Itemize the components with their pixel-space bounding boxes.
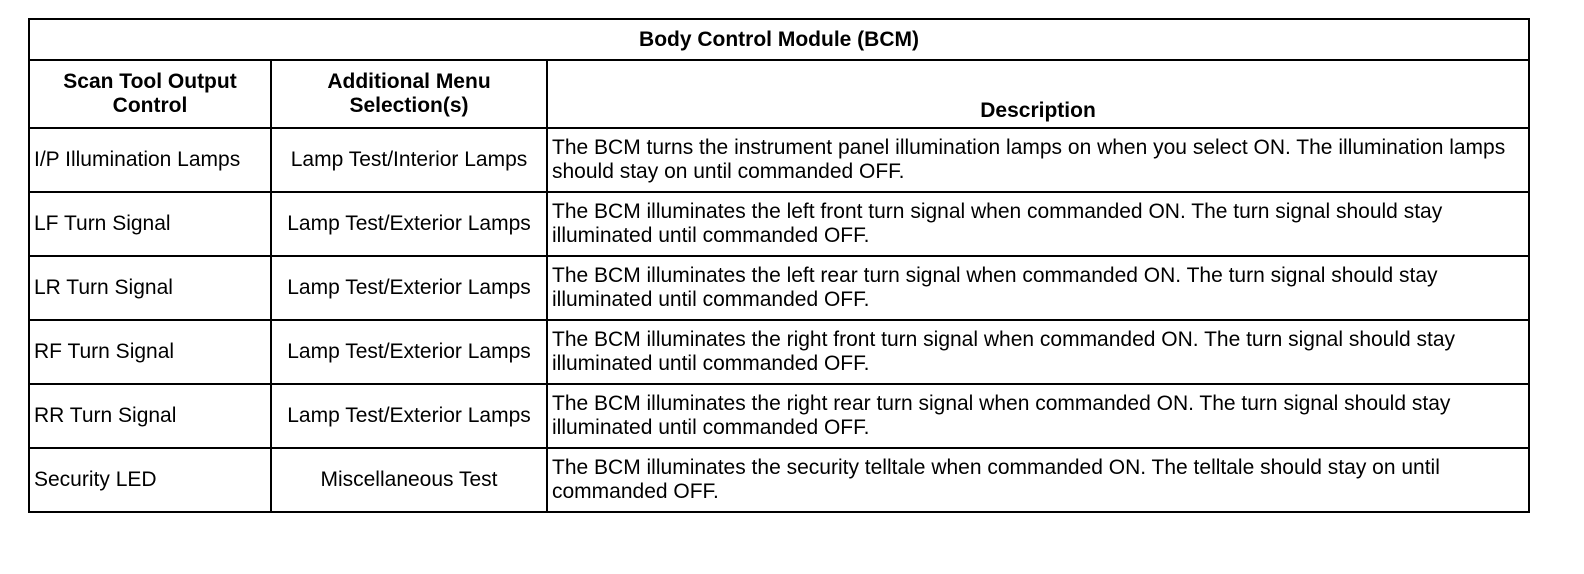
bcm-table-container [28, 18, 1530, 513]
cell-description: The BCM illuminates the left rear turn signal when commanded ON. The turn signal should stay illuminated until commanded OFF. [547, 256, 1529, 320]
cell-description: The BCM turns the instrument panel illumination lamps on when you select ON. The illumination lamps should stay on until commanded OFF. [547, 128, 1529, 192]
bcm-output-control-table [28, 18, 1530, 513]
header-output-control: Scan Tool Output Control [29, 60, 271, 128]
cell-menu-selection: Lamp Test/Exterior Lamps [271, 320, 547, 384]
cell-output-control: I/P Illumination Lamps [29, 128, 271, 192]
table-row [29, 320, 1529, 384]
table-row [29, 128, 1529, 192]
header-row [29, 60, 1529, 128]
cell-description: The BCM illuminates the right front turn signal when commanded ON. The turn signal should stay illuminated until commanded OFF. [547, 320, 1529, 384]
table-row [29, 448, 1529, 512]
cell-menu-selection: Miscellaneous Test [271, 448, 547, 512]
table-title: Body Control Module (BCM) [29, 19, 1529, 60]
cell-description: The BCM illuminates the security telltale when commanded ON. The telltale should stay on until commanded OFF. [547, 448, 1529, 512]
cell-output-control: Security LED [29, 448, 271, 512]
cell-menu-selection: Lamp Test/Exterior Lamps [271, 384, 547, 448]
cell-description: The BCM illuminates the left front turn signal when commanded ON. The turn signal should stay illuminated until commanded OFF. [547, 192, 1529, 256]
table-row [29, 384, 1529, 448]
cell-output-control: LF Turn Signal [29, 192, 271, 256]
cell-menu-selection: Lamp Test/Exterior Lamps [271, 192, 547, 256]
cell-output-control: LR Turn Signal [29, 256, 271, 320]
header-description: Description [547, 60, 1529, 128]
cell-output-control: RF Turn Signal [29, 320, 271, 384]
cell-menu-selection: Lamp Test/Interior Lamps [271, 128, 547, 192]
cell-description: The BCM illuminates the right rear turn signal when commanded ON. The turn signal should stay illuminated until commanded OFF. [547, 384, 1529, 448]
table-row [29, 192, 1529, 256]
cell-menu-selection: Lamp Test/Exterior Lamps [271, 256, 547, 320]
cell-output-control: RR Turn Signal [29, 384, 271, 448]
table-row [29, 256, 1529, 320]
header-menu-selection: Additional Menu Selection(s) [271, 60, 547, 128]
